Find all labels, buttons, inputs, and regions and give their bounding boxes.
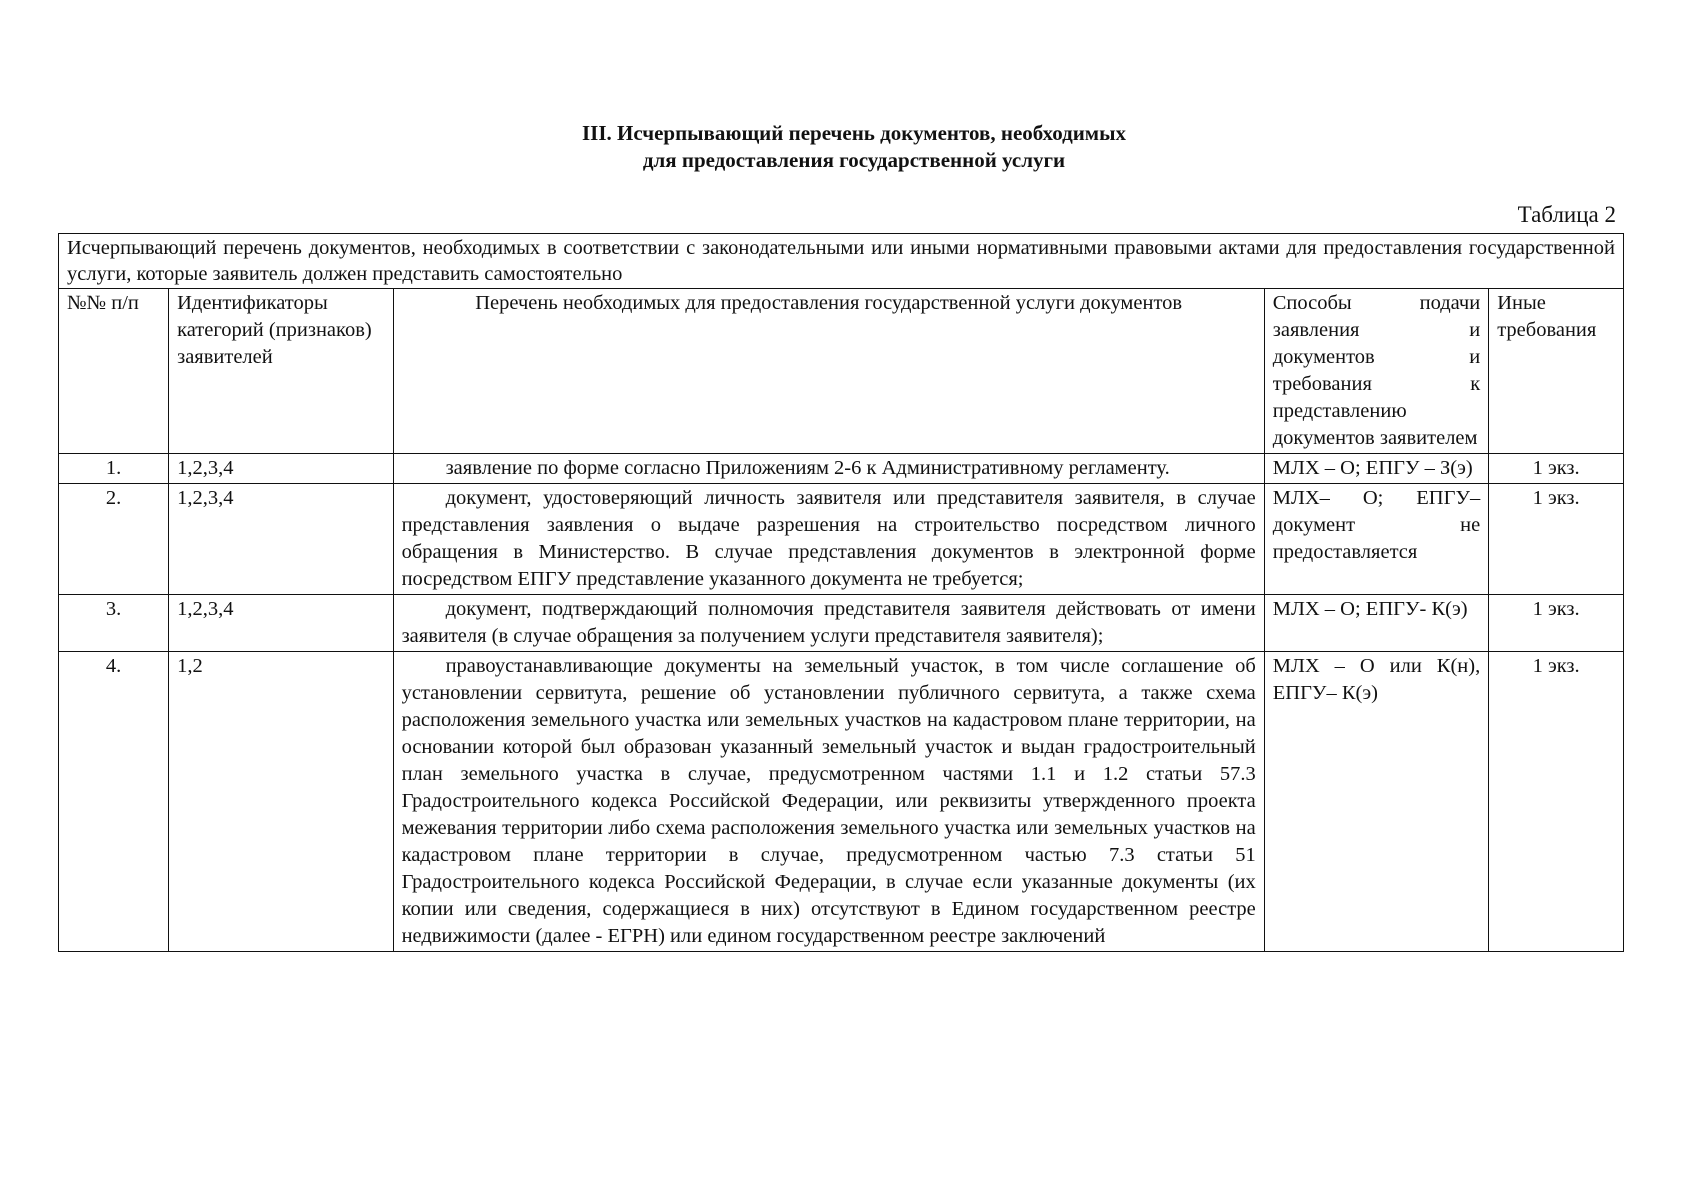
header-list: Перечень необходимых для предоставления государственной услуги документов: [393, 289, 1264, 454]
row-ids: 1,2: [169, 652, 393, 952]
row-ids: 1,2,3,4: [169, 595, 393, 652]
row-num: 4.: [59, 652, 169, 952]
row-other: 1 экз.: [1489, 595, 1624, 652]
intro-row: [59, 234, 1624, 289]
row-doc: [393, 652, 1264, 952]
table-row: [59, 454, 1624, 484]
intro-cell: Исчерпывающий перечень документов, необходимых в соответствии с законодательными или иными нормативными правовыми актами для предоставления государственной услуги, которые заявитель должен представить самостоятельно: [59, 234, 1624, 289]
row-method: МЛХ – О или К(н), ЕПГУ– К(э): [1264, 652, 1488, 952]
header-row: [59, 289, 1624, 454]
row-ids: 1,2,3,4: [169, 484, 393, 595]
row-method: МЛХ – О; ЕПГУ – З(э): [1264, 454, 1488, 484]
row-doc: [393, 484, 1264, 595]
row-num: 1.: [59, 454, 169, 484]
section-heading-line-2: для предоставления государственной услуги: [642, 148, 1066, 172]
documents-table: [58, 233, 1624, 952]
table-label: Таблица 2: [1517, 202, 1616, 227]
section-heading: [0, 120, 1708, 174]
header-num: №№ п/п: [59, 289, 169, 454]
row-other: 1 экз.: [1489, 652, 1624, 952]
row-doc-text: документ, удостоверяющий личность заявителя или представителя заявителя, в случае представления заявления о выдаче разрешения на строительство посредством личного обращения в Министерство. В случае представления документов в электронной форме посредством ЕПГУ представление указанного документа не требуется;: [401, 487, 1256, 590]
row-ids: 1,2,3,4: [169, 454, 393, 484]
row-num: 3.: [59, 595, 169, 652]
section-heading-line-1: III. Исчерпывающий перечень документов, необходимых: [581, 121, 1127, 145]
header-identifiers: Идентификаторы категорий (признаков) заявителей: [169, 289, 393, 454]
row-other: 1 экз.: [1489, 484, 1624, 595]
table-row: [59, 595, 1624, 652]
row-method: МЛХ– О; ЕПГУ– документ не предоставляется: [1264, 484, 1488, 595]
row-other: 1 экз.: [1489, 454, 1624, 484]
row-doc-text: заявление по форме согласно Приложениям 2-6 к Административному регламенту.: [445, 457, 1170, 479]
header-other: Иные требования: [1489, 289, 1624, 454]
table-row: [59, 652, 1624, 952]
row-num: 2.: [59, 484, 169, 595]
row-doc-text: правоустанавливающие документы на земельный участок, в том числе соглашение об установлении сервитута, решение об установлении публичного сервитута, а также схема расположения земельного участка или земельных участков на кадастровом плане территории, на основании которой был образован указанный земельный участок и выдан градостроительный план земельного участка в случае, предусмотренном частями 1.1 и 1.2 статьи 57.3 Градостроительного кодекса Российской Федерации, или реквизиты утвержденного проекта межевания территории либо схема расположения земельного участка или земельных участков на кадастровом плане территории в случае, предусмотренном частью 7.3 статьи 51 Градостроительного кодекса Российской Федерации, в случае если указанные документы (их копии или сведения, содержащиеся в них) отсутствуют в Едином государственном реестре недвижимости (далее - ЕГРН) или едином государственном реестре заключений: [401, 655, 1256, 947]
row-doc: [393, 595, 1264, 652]
table-row: [59, 484, 1624, 595]
row-doc-text: документ, подтверждающий полномочия представителя заявителя действовать от имени заявителя (в случае обращения за получением услуги представителя заявителя);: [401, 598, 1256, 647]
header-methods: Способы подачи заявления и документов и требования к представлению документов заявителем: [1264, 289, 1488, 454]
row-method: МЛХ – О; ЕПГУ- К(э): [1264, 595, 1488, 652]
row-doc: [393, 454, 1264, 484]
